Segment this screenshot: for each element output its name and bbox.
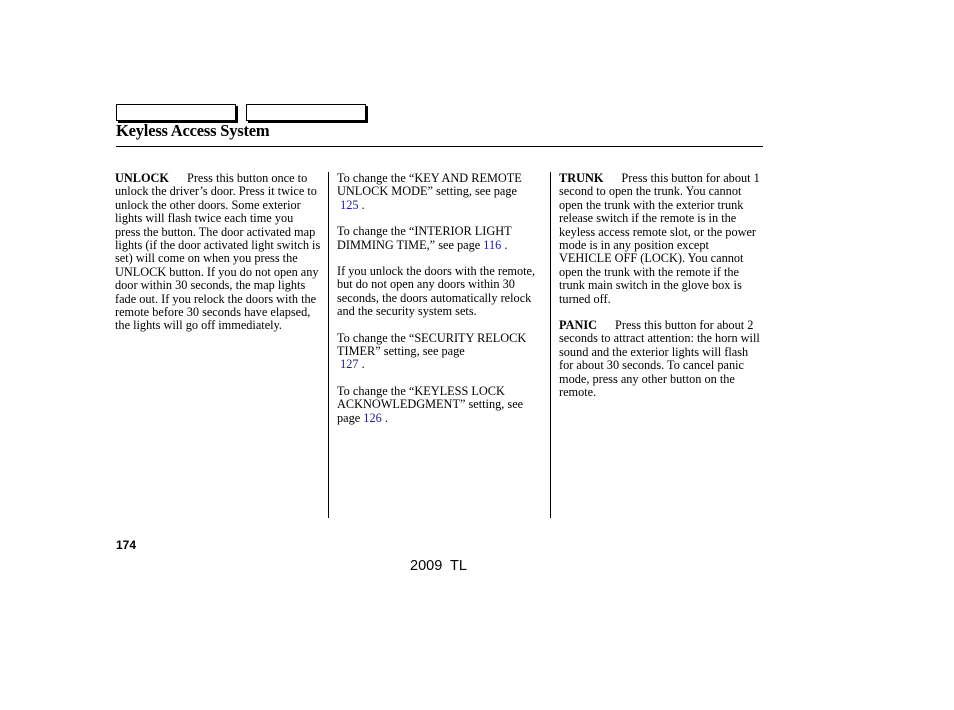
key-remote-unlock-text: To change the “KEY AND REMOTE UNLOCK MODE” setting, see page [337, 171, 522, 199]
trunk-term: TRUNK [559, 171, 604, 185]
panic-text: Press this button for about 2 seconds to attract attention: the horn will sound and the exterior lights will flash for about 30 seconds. To cancel panic mode, press any other button on the remote. [559, 318, 760, 400]
model-label: 2009 TL [410, 558, 467, 574]
security-relock-text: To change the “SECURITY RELOCK TIMER” setting, see page [337, 330, 527, 359]
nav-tab-1[interactable] [116, 104, 236, 121]
keyless-lock-text: To change the “KEYLESS LOCK ACKNOWLEDGMENT” setting, see page [337, 383, 524, 425]
unlock-paragraph [115, 172, 321, 333]
column-divider-2 [550, 172, 551, 518]
interior-light-text: To change the “INTERIOR LIGHT DIMMING TIME,” see page [337, 224, 512, 252]
panic-term: PANIC [559, 318, 598, 333]
period: . [361, 357, 365, 372]
page-number: 174 [116, 538, 137, 552]
period: . [504, 237, 508, 252]
period: . [384, 410, 388, 425]
period: . [361, 197, 365, 212]
column-unlock [115, 172, 321, 346]
page-link-126[interactable]: 126 [363, 410, 382, 425]
nav-tab-2[interactable] [246, 104, 366, 121]
trunk-paragraph [559, 172, 763, 306]
page-title: Keyless Access System [116, 121, 270, 140]
trunk-text: Press this button for about 1 second to open the trunk. You cannot open the trunk with the exterior trunk release switch if the remote is in the keyless access remote slot, or the power mode is in any position except VEHICLE OFF (LOCK). You cannot open the trunk with the remote if the trunk main switch in the glove box is turned off. [559, 171, 760, 306]
keyless-lock-paragraph [337, 385, 544, 425]
security-relock-paragraph [337, 332, 544, 372]
column-divider-1 [328, 172, 329, 518]
auto-relock-paragraph [337, 265, 544, 319]
unlock-term: UNLOCK [115, 171, 169, 185]
unlock-text: Press this button once to unlock the driver’s door. Press it twice to unlock the other doors. Some exterior lights will flash twice each time you press the button. The door activated map lights (if the door activated light switch is set) will come on when you press the UNLOCK button. If you do not open any door within 30 seconds, the map lights fade out. If you relock the doors with the remote before 30 seconds have elapsed, the lights will go off immediately. [115, 171, 321, 333]
interior-light-paragraph [337, 225, 544, 252]
model-footer [0, 558, 877, 574]
page-link-125[interactable]: 125 [340, 197, 359, 212]
title-rule [116, 146, 763, 147]
page-link-116[interactable]: 116 [483, 237, 502, 252]
auto-relock-text: If you unlock the doors with the remote, but do not open any doors within 30 seconds, the doors automatically relock and the security system sets. [337, 264, 536, 319]
column-trunk-panic [559, 172, 763, 413]
panic-paragraph [559, 319, 763, 399]
page-link-127[interactable]: 127 [340, 357, 359, 372]
column-settings [337, 172, 544, 438]
key-remote-unlock-paragraph [337, 172, 544, 212]
